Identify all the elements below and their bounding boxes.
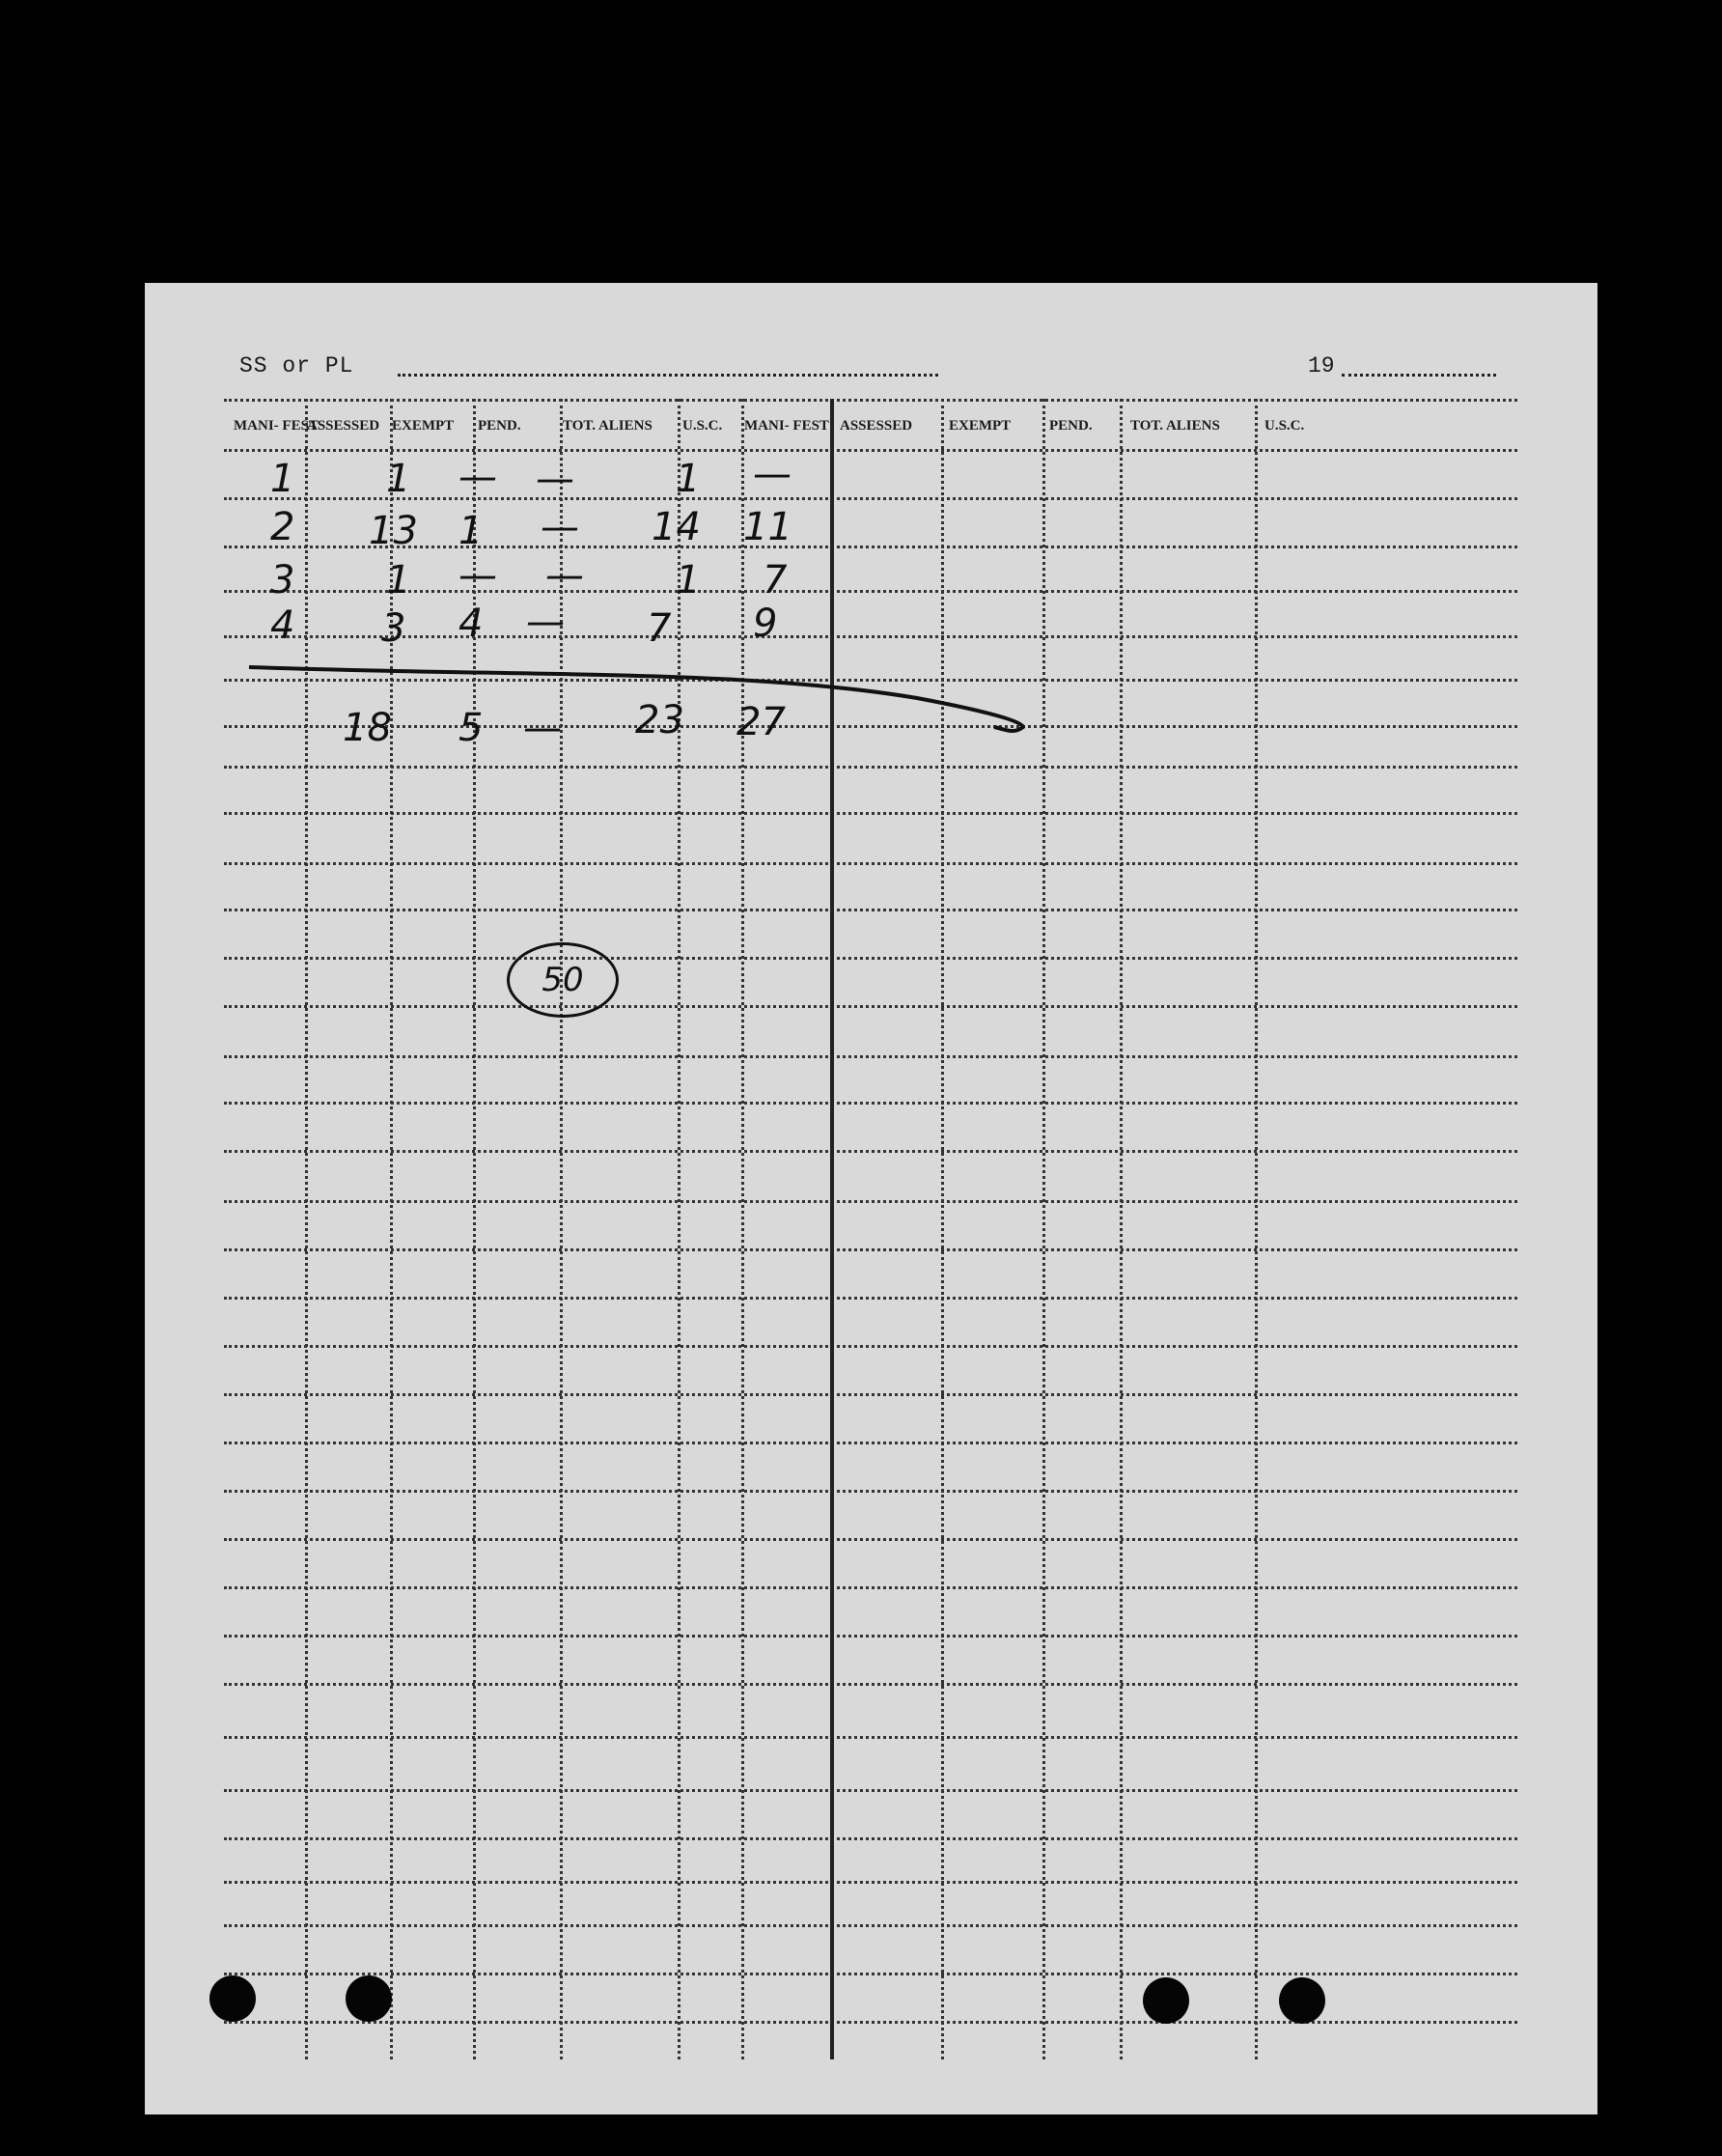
row-4-tot-aliens: 7 — [647, 606, 672, 651]
row-2-manifest: 2 — [270, 505, 295, 549]
total-pend: — — [523, 706, 562, 750]
binder-hole-2 — [346, 1975, 392, 2022]
col-manifest-2-header: MANI- FEST — [744, 418, 829, 434]
total-underline-stroke — [145, 283, 1597, 2114]
col-assessed-2-header: ASSESSED — [840, 418, 913, 434]
row-4-exempt: 4 — [458, 602, 484, 646]
row-4-assessed: 3 — [381, 606, 406, 651]
col-usc-2-header: U.S.C. — [1264, 418, 1305, 434]
row-4-manifest: 4 — [270, 603, 295, 648]
row-3-usc: 7 — [763, 558, 788, 602]
form-sheet — [145, 283, 1597, 2114]
circled-number-text: 50 — [542, 961, 584, 999]
col-tot-aliens-header: TOT. ALIENS — [563, 418, 653, 434]
row-2-usc: 11 — [743, 505, 792, 549]
row-4-pend: — — [526, 600, 565, 644]
row-3-assessed: 1 — [386, 558, 411, 602]
col-pend-2-header: PEND. — [1049, 418, 1093, 434]
row-1-manifest: 1 — [270, 457, 295, 501]
col-manifest-header: MANI- FEST — [234, 418, 319, 434]
row-2-tot-aliens: 14 — [652, 505, 701, 549]
year-label: 19 — [1308, 353, 1335, 378]
row-3-manifest: 3 — [270, 558, 295, 602]
col-usc-header: U.S.C. — [682, 418, 723, 434]
row-3-pend: — — [545, 553, 584, 598]
col-exempt-2-header: EXEMPT — [949, 418, 1012, 434]
total-usc: 27 — [736, 700, 786, 744]
ship-label: SS or PL — [239, 353, 354, 378]
binder-hole-1 — [209, 1975, 256, 2022]
row-2-pend: — — [541, 505, 579, 549]
col-assessed-header: ASSESSED — [307, 418, 380, 434]
col-exempt-header: EXEMPT — [392, 418, 455, 434]
row-4-usc: 9 — [753, 602, 778, 646]
col-tot-aliens-2-header: TOT. ALIENS — [1130, 418, 1220, 434]
binder-hole-3 — [1143, 1977, 1189, 2024]
total-tot-aliens: 23 — [635, 698, 684, 742]
col-pend-header: PEND. — [478, 418, 521, 434]
row-1-pend: — — [536, 457, 574, 501]
row-3-exempt: — — [458, 553, 497, 598]
total-assessed: 18 — [343, 706, 392, 750]
row-2-assessed: 13 — [369, 509, 418, 553]
row-1-usc: — — [753, 452, 792, 496]
row-1-exempt: — — [458, 455, 497, 499]
row-1-tot-aliens: 1 — [676, 457, 701, 501]
row-1-assessed: 1 — [386, 457, 411, 501]
binder-hole-4 — [1279, 1977, 1325, 2024]
total-exempt: 5 — [458, 706, 484, 750]
row-2-exempt: 1 — [458, 509, 484, 553]
row-3-tot-aliens: 1 — [676, 558, 701, 602]
